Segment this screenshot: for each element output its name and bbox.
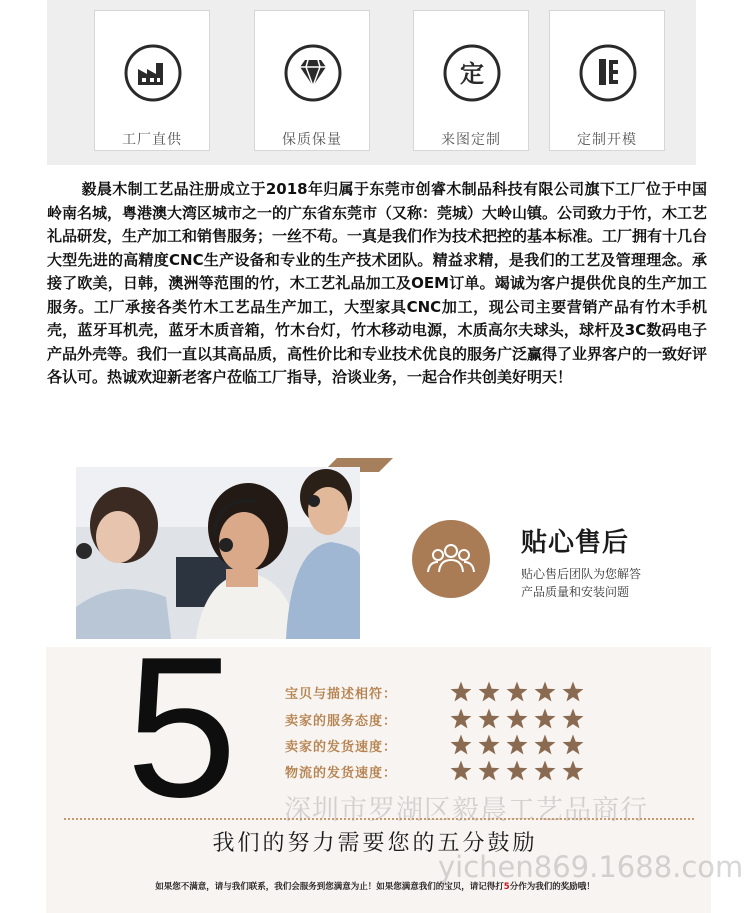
star-icon: [479, 709, 500, 729]
team-icon: [412, 520, 490, 598]
footnote-text: 分作为我们的奖励哦！: [509, 882, 595, 892]
encourage-slogan: 我们的努力需要您的五分鼓励: [212, 831, 538, 856]
star-icon: [451, 709, 472, 729]
star-icon: [563, 682, 584, 702]
star-icon: [451, 761, 472, 781]
rating-label: 卖家的发货速度：: [285, 740, 398, 755]
support-desc-line: 贴心售后团队为您解答: [521, 567, 642, 581]
star-icon: [563, 735, 584, 755]
star-icon: [563, 761, 584, 781]
star-icon: [507, 709, 528, 729]
feature-label: 保质保量: [282, 132, 342, 148]
star-icon: [451, 682, 472, 702]
url-watermark: yichen869.1688.com: [438, 850, 744, 884]
feature-label: 来图定制: [441, 132, 501, 148]
feature-custom-mold: [549, 10, 665, 151]
support-title: 贴心售后: [521, 528, 630, 558]
star-icon: [535, 761, 556, 781]
feature-factory-direct: [94, 10, 210, 151]
feature-custom-drawing: [413, 10, 529, 151]
star-icon: [507, 682, 528, 702]
company-intro: 毅晨木制工艺品注册成立于2018年归属于东莞市创睿木制品科技有限公司旗下工厂位于中国岭南名城，粤港澳大湾区城市之一的广东省东莞市（又称：莞城）大岭山镇。公司致力于竹，木工艺礼品研发，生产加工和销售服务；一丝不苟。一真是我们作为技术把控的基本标准。工厂拥有十几台大型先进的高精度CNC生产设备和专业的生产技术团队。精益求精，是我们的工艺及管理理念。承接了欧美，日韩，澳洲等范围的竹，木工艺礼品加工及OEM订单。竭诚为客户提供优良的生产加工服务。工厂承接各类竹木工艺品生产加工，大型家具CNC加工，现公司主要营销产品有竹木手机壳，蓝牙耳机壳，蓝牙木质音箱，竹木台灯，竹木移动电源，木质高尔夫球头，球杆及3C数码电子产品外壳等。我们一直以其高品质，高性价比和专业技术优良的服务广泛赢得了业界客户的一致好评各认可。热诚欢迎新老客户莅临工厂指导，洽谈业务，一起合作共创美好明天！: [47, 180, 708, 386]
factory-icon: [123, 43, 183, 103]
feature-label: 定制开模: [577, 132, 637, 148]
footnote-highlight: 5: [503, 882, 510, 892]
rating-label: 宝贝与描述相符：: [285, 687, 398, 702]
svg-text:定: 定: [460, 60, 484, 88]
star-rating: [449, 734, 589, 756]
star-icon: [535, 735, 556, 755]
mold-icon: [578, 43, 638, 103]
rating-footnote: [0, 880, 750, 892]
feature-band: [47, 0, 696, 165]
star-icon: [535, 709, 556, 729]
support-description: [521, 565, 711, 601]
star-icon: [451, 735, 472, 755]
star-icon: [479, 682, 500, 702]
star-icon: [535, 682, 556, 702]
star-icon: [507, 761, 528, 781]
rating-score: 5: [126, 616, 238, 839]
star-icon: [507, 735, 528, 755]
feature-label: 工厂直供: [122, 132, 182, 148]
star-icon: [479, 761, 500, 781]
rating-label: 卖家的服务态度：: [285, 714, 398, 729]
shop-watermark: 深圳市罗湖区毅晨工艺品商行: [284, 795, 648, 826]
divider: [64, 818, 694, 820]
support-team-photo: [76, 467, 360, 639]
star-rating: [449, 760, 589, 782]
star-rating: [449, 708, 589, 730]
support-desc-line: 产品质量和安装问题: [521, 585, 630, 599]
star-icon: [563, 709, 584, 729]
custom-stamp-icon: [442, 43, 502, 103]
rating-label: 物流的发货速度：: [285, 766, 398, 781]
diamond-icon: [283, 43, 343, 103]
footnote-text: 如果您不满意，请与我们联系，我们会服务到您满意为止！如果您满意我们的宝贝，请记得打: [155, 882, 504, 892]
feature-quality: [254, 10, 370, 151]
star-icon: [479, 735, 500, 755]
star-rating: [449, 681, 589, 703]
